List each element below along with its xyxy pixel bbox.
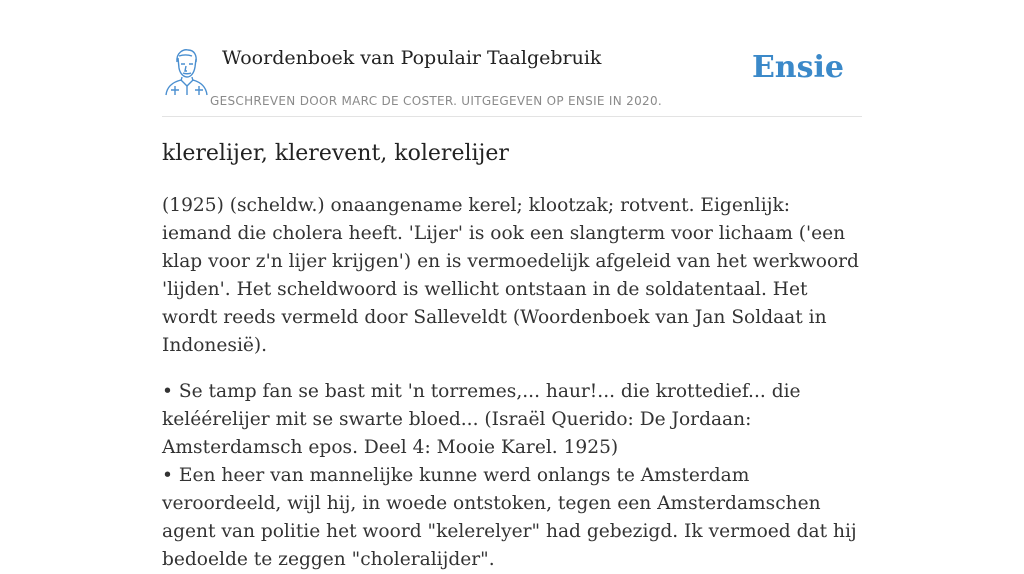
- book-title[interactable]: Woordenboek van Populair Taalgebruik: [222, 47, 602, 69]
- author-byline: GESCHREVEN DOOR MARC DE COSTER. UITGEGEVEN OP ENSIE IN 2020.: [210, 94, 662, 108]
- example-quote: • Een heer van mannelijke kunne werd onlangs te Amsterdam veroordeeld, wijl hij, in woede ontstoken, tegen een Amsterdamschen agent van politie het woord "kelerelyer" had gebezigd. Ik vermoed dat hij bedoelde te zeggen "choleralijder".: [162, 465, 857, 570]
- entry-content: [162, 138, 862, 574]
- entry-title: klerelijer, klerevent, kolerelijer: [162, 141, 509, 166]
- example-list: [162, 378, 862, 574]
- author-portrait-icon[interactable]: [162, 46, 210, 96]
- entry-definition: (1925) (scheldw.) onaangename kerel; klootzak; rotvent. Eigenlijk: iemand die cholera heeft. 'Lijer' is ook een slangterm voor lichaam ('een klap voor z'n lijer krijgen') en is vermoedelijk afgeleid van het werkwoord 'lijden'. Het scheldwoord is wellicht ontstaan in de soldatentaal. Het wordt reeds vermeld door Salleveldt (Woordenboek van Jan Soldaat in Indonesië).: [162, 195, 859, 356]
- example-quote: • Se tamp fan se bast mit 'n torremes,... haur!... die krottedief... die keléérelijer mit se swarte bloed... (Israël Querido: De Jordaan: Amsterdamsch epos. Deel 4: Mooie Karel. 1925): [162, 381, 801, 458]
- site-header: [162, 40, 862, 117]
- ensie-logo-link[interactable]: Ensie: [751, 50, 844, 85]
